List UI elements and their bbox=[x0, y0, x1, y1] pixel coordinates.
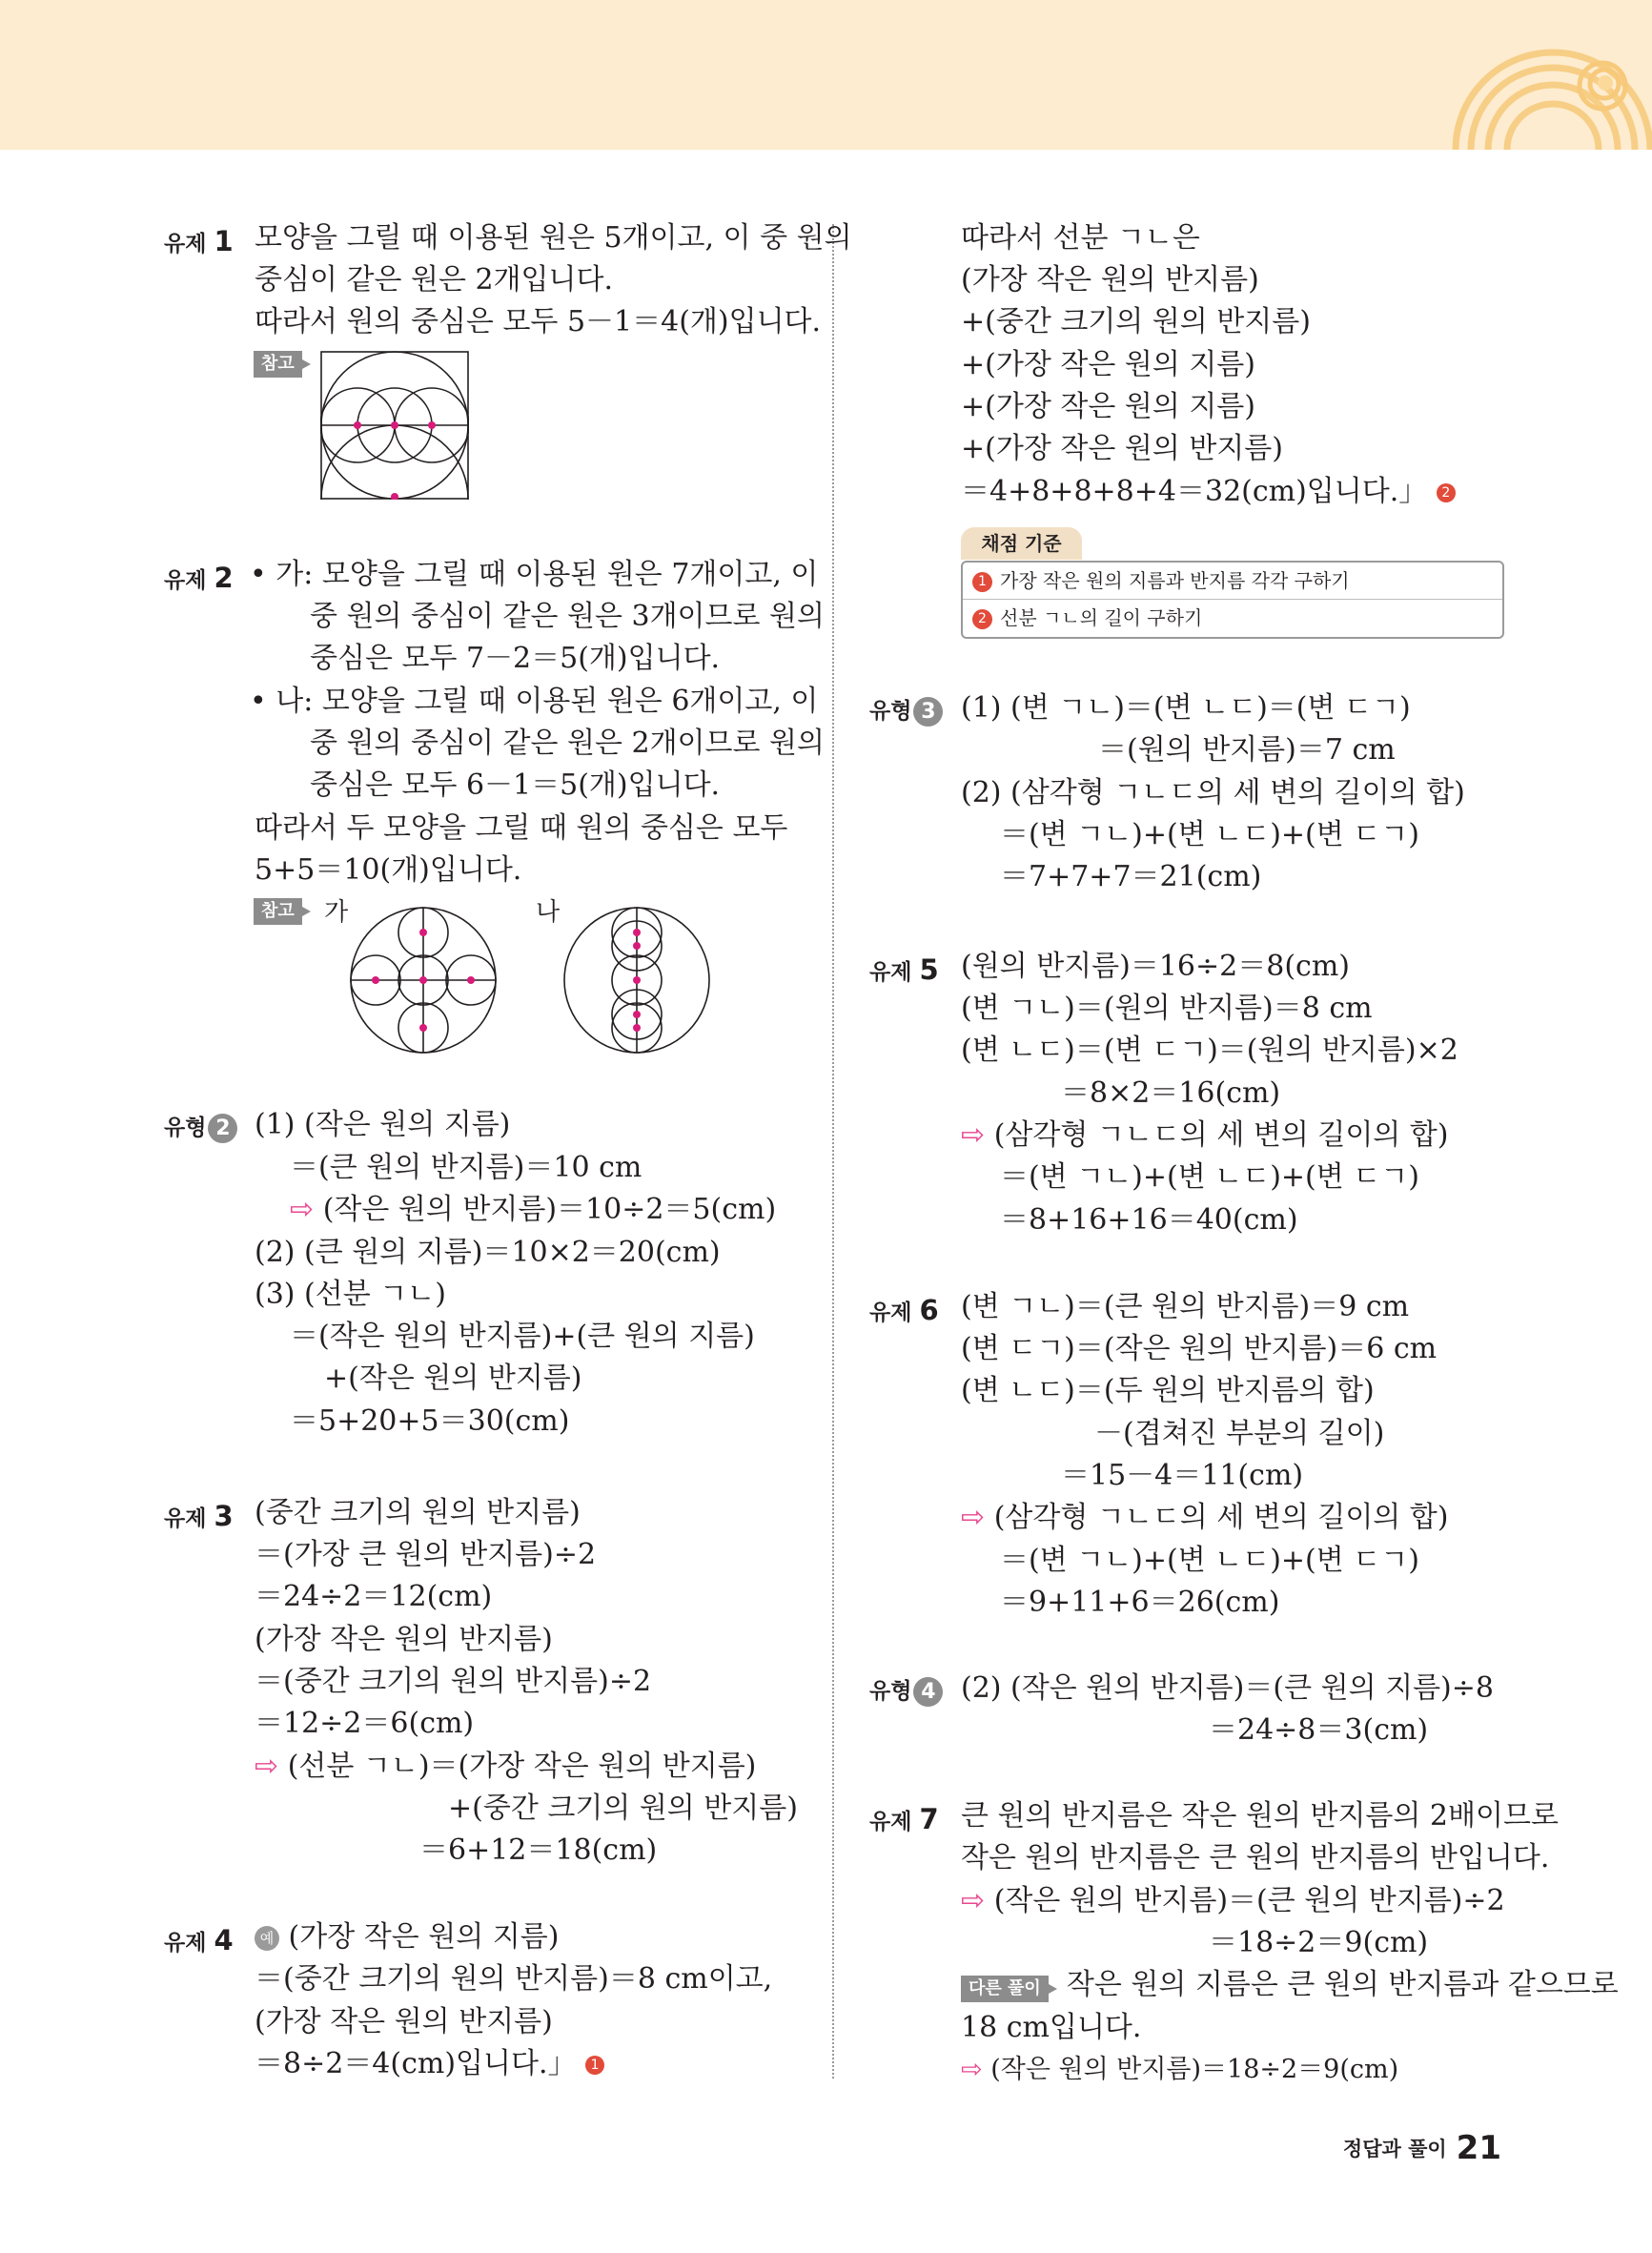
circle-center-dots bbox=[354, 421, 436, 500]
text-line: 따라서 두 모양을 그릴 때 원의 중심은 모두 bbox=[255, 811, 788, 845]
text-line: (변 ㄴㄷ)＝(변 ㄷㄱ)＝(원의 반지름)×2 bbox=[961, 1034, 1458, 1067]
text-line: 따라서 원의 중심은 모두 5－1＝4(개)입니다. bbox=[255, 305, 822, 338]
exercise-label-4: 유제 4 bbox=[164, 1924, 234, 1956]
example-badge: 예 bbox=[255, 1926, 279, 1951]
note-tag: 참고 bbox=[254, 351, 302, 378]
text-line: ＝(원의 반지름)＝7 cm bbox=[1098, 733, 1396, 767]
text-line: • 가: 모양을 그릴 때 이용된 원은 7개이고, 이 bbox=[250, 558, 819, 591]
text-line: ＝15－4＝11(cm) bbox=[1061, 1459, 1304, 1492]
text-line: +(가장 작은 원의 지름) bbox=[961, 390, 1255, 423]
text-line: 작은 원의 반지름은 큰 원의 반지름의 반입니다. bbox=[961, 1841, 1550, 1874]
text-line: ＝(작은 원의 반지름)+(큰 원의 지름) bbox=[290, 1320, 755, 1353]
text-line: (변 ㄷㄱ)＝(작은 원의 반지름)＝6 cm bbox=[961, 1332, 1438, 1365]
type-label-4: 유형 4 bbox=[869, 1675, 943, 1708]
text-line: (가장 작은 원의 반지름) bbox=[255, 2005, 553, 2038]
decorative-circles-icon bbox=[1404, 0, 1652, 150]
arrow-icon: ⇨ bbox=[961, 1501, 986, 1534]
footer-title: 정답과 풀이 bbox=[1342, 2138, 1447, 2161]
text-line: (2) (작은 원의 반지름)＝(큰 원의 지름)÷8 bbox=[961, 1671, 1494, 1705]
text-line: 예 (가장 작은 원의 지름) bbox=[255, 1921, 559, 1954]
grading-criteria-title: 채점 기준 bbox=[961, 527, 1082, 560]
text-line: (3) (선분 ㄱㄴ) bbox=[255, 1278, 446, 1311]
text-line: ＝24÷2＝12(cm) bbox=[255, 1580, 493, 1613]
text-line: ＝(변 ㄱㄴ)+(변 ㄴㄷ)+(변 ㄷㄱ) bbox=[1000, 1544, 1419, 1577]
text-line: ＝(큰 원의 반지름)＝10 cm bbox=[290, 1151, 642, 1184]
type-label-3: 유형 3 bbox=[869, 695, 943, 727]
text-line: ＝8+16+16＝40(cm) bbox=[1000, 1203, 1298, 1237]
note-tag: 참고 bbox=[254, 898, 302, 925]
text-line: 중심은 모두 6－1＝5(개)입니다. bbox=[310, 768, 721, 802]
text-line: (중간 크기의 원의 반지름) bbox=[255, 1496, 581, 1529]
text-line: ＝5+20+5＝30(cm) bbox=[290, 1404, 570, 1438]
arrow-icon: ⇨ bbox=[255, 1750, 279, 1783]
text-line: (2) (큰 원의 지름)＝10×2＝20(cm) bbox=[255, 1236, 721, 1269]
exercise-label-6: 유제 6 bbox=[869, 1294, 939, 1326]
text-line: ＝(변 ㄱㄴ)+(변 ㄴㄷ)+(변 ㄷㄱ) bbox=[1000, 818, 1419, 851]
text-line: +(가장 작은 원의 지름) bbox=[961, 348, 1255, 381]
text-line: ＝18÷2＝9(cm) bbox=[1209, 1926, 1429, 1959]
page-footer bbox=[1343, 2129, 1501, 2167]
text-line: (변 ㄴㄷ)＝(두 원의 반지름의 합) bbox=[961, 1374, 1375, 1407]
text-line: 중 원의 중심이 같은 원은 3개이므로 원의 bbox=[310, 600, 825, 633]
exercise-label-3: 유제 3 bbox=[164, 1500, 234, 1532]
text-line: －(겹쳐진 부분의 길이) bbox=[1094, 1417, 1385, 1450]
text-line: +(작은 원의 반지름) bbox=[324, 1362, 582, 1395]
exercise-label-5: 유제 5 bbox=[869, 953, 939, 986]
text-line: ＝4+8+8+8+4＝32(cm)입니다.」 2 bbox=[961, 476, 1456, 508]
exercise-label-2: 유제 2 bbox=[164, 562, 234, 594]
criteria-row: 2 선분 ㄱㄴ의 길이 구하기 bbox=[963, 599, 1502, 636]
text-line: 따라서 선분 ㄱㄴ은 bbox=[961, 221, 1200, 255]
text-line: (가장 작은 원의 반지름) bbox=[255, 1623, 553, 1656]
exercise-label-1: 유제 1 bbox=[164, 225, 234, 257]
text-line: 5+5＝10(개)입니다. bbox=[255, 853, 522, 887]
type-label-2: 유형 2 bbox=[164, 1112, 237, 1144]
text-line: • 나: 모양을 그릴 때 이용된 원은 6개이고, 이 bbox=[250, 685, 819, 718]
text-line: ＝12÷2＝6(cm) bbox=[255, 1707, 475, 1740]
text-line: (2) (삼각형 ㄱㄴㄷ의 세 변의 길이의 합) bbox=[961, 776, 1465, 809]
text-line: ＝9+11+6＝26(cm) bbox=[1000, 1586, 1280, 1619]
circle-figure-1 bbox=[320, 351, 469, 500]
text-line: 중심이 같은 원은 2개입니다. bbox=[255, 263, 614, 297]
text-line: 모양을 그릴 때 이용된 원은 5개이고, 이 중 원의 bbox=[255, 221, 852, 255]
text-line: (1) (작은 원의 지름) bbox=[255, 1108, 511, 1141]
text-line: ＝(중간 크기의 원의 반지름)÷2 bbox=[255, 1665, 652, 1698]
text-line: ＝8×2＝16(cm) bbox=[1061, 1076, 1281, 1110]
text-line: (1) (변 ㄱㄴ)＝(변 ㄴㄷ)＝(변 ㄷㄱ) bbox=[961, 691, 1411, 725]
text-line: +(중간 크기의 원의 반지름) bbox=[448, 1792, 798, 1825]
figure-label-na: 나 bbox=[536, 898, 561, 927]
text-line: ⇨ (삼각형 ㄱㄴㄷ의 세 변의 길이의 합) bbox=[961, 1118, 1449, 1152]
alt-solution-tag: 다른 풀이 bbox=[961, 1976, 1049, 2002]
circle-figure-ga bbox=[349, 906, 498, 1055]
page-header-band bbox=[0, 0, 1652, 150]
text-line: (원의 반지름)＝16÷2＝8(cm) bbox=[961, 950, 1350, 983]
text-line: ⇨ (작은 원의 반지름)＝18÷2＝9(cm) bbox=[961, 2055, 1399, 2084]
criteria-row: 1 가장 작은 원의 지름과 반지름 각각 구하기 bbox=[963, 563, 1502, 599]
text-line: +(중간 크기의 원의 반지름) bbox=[961, 305, 1311, 338]
column-divider bbox=[832, 224, 834, 2079]
arrow-icon: ⇨ bbox=[961, 1884, 986, 1917]
text-line: 다른 풀이 작은 원의 지름은 큰 원의 반지름과 같으므로 bbox=[961, 1969, 1619, 2002]
text-line: 18 cm입니다. bbox=[961, 2011, 1142, 2044]
text-line: 중 원의 중심이 같은 원은 2개이므로 원의 bbox=[310, 727, 825, 760]
grading-criteria-box bbox=[961, 561, 1504, 639]
text-line: ⇨ (작은 원의 반지름)＝10÷2＝5(cm) bbox=[290, 1193, 777, 1226]
figure-label-ga: 가 bbox=[324, 898, 349, 927]
arrow-icon: ⇨ bbox=[961, 1118, 986, 1152]
answer-mark-1: 1 bbox=[585, 2056, 604, 2075]
text-line: (가장 작은 원의 반지름) bbox=[961, 263, 1259, 297]
text-line: ⇨ (작은 원의 반지름)＝(큰 원의 반지름)÷2 bbox=[961, 1884, 1505, 1917]
text-line: 큰 원의 반지름은 작은 원의 반지름의 2배이므로 bbox=[961, 1799, 1559, 1833]
arrow-icon: ⇨ bbox=[961, 2055, 983, 2084]
text-line: ＝7+7+7＝21(cm) bbox=[1000, 860, 1262, 893]
exercise-label-7: 유제 7 bbox=[869, 1803, 939, 1835]
text-line: 중심은 모두 7－2＝5(개)입니다. bbox=[310, 642, 721, 675]
text-line: ＝6+12＝18(cm) bbox=[419, 1833, 658, 1867]
circle-figure-na bbox=[562, 906, 711, 1055]
page-number: 21 bbox=[1456, 2129, 1501, 2167]
text-line: ＝8÷2＝4(cm)입니다.」 1 bbox=[255, 2048, 604, 2080]
text-line: (변 ㄱㄴ)＝(큰 원의 반지름)＝9 cm bbox=[961, 1290, 1410, 1323]
text-line: ＝24÷8＝3(cm) bbox=[1209, 1713, 1429, 1747]
text-line: (변 ㄱㄴ)＝(원의 반지름)＝8 cm bbox=[961, 992, 1373, 1025]
text-line: ＝(중간 크기의 원의 반지름)＝8 cm이고, bbox=[255, 1962, 773, 1996]
answer-mark-2: 2 bbox=[1437, 483, 1456, 502]
text-line: ⇨ (선분 ㄱㄴ)＝(가장 작은 원의 반지름) bbox=[255, 1750, 757, 1783]
arrow-icon: ⇨ bbox=[290, 1193, 315, 1226]
text-line: ＝(변 ㄱㄴ)+(변 ㄴㄷ)+(변 ㄷㄱ) bbox=[1000, 1160, 1419, 1194]
text-line: +(가장 작은 원의 반지름) bbox=[961, 432, 1283, 465]
text-line: ⇨ (삼각형 ㄱㄴㄷ의 세 변의 길이의 합) bbox=[961, 1501, 1449, 1534]
text-line: ＝(가장 큰 원의 반지름)÷2 bbox=[255, 1538, 597, 1571]
